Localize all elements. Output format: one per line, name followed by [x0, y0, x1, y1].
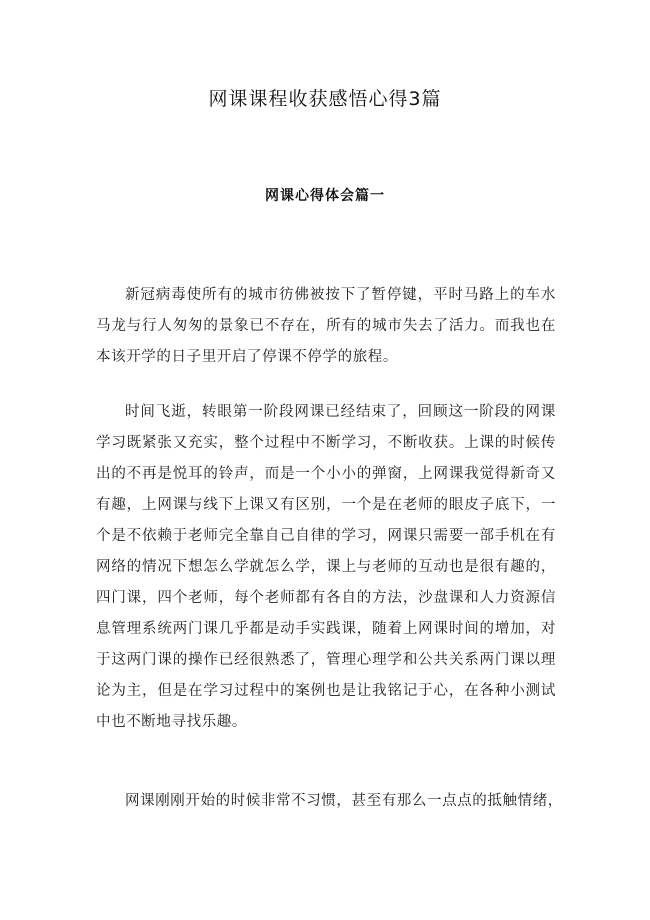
document-title: 网课课程收获感悟心得3篇: [208, 88, 442, 110]
paragraph-line: 时间飞逝，转眼第一阶段网课已经结束了，回顾这一阶段的网课: [125, 404, 556, 420]
paragraph-line: 新冠病毒使所有的城市彷佛被按下了暂停键，平时马路上的车水: [125, 287, 556, 303]
paragraph-line: 有趣，上网课与线下上课又有区别，一个是在老师的眼皮子底下，一: [96, 497, 556, 513]
paragraph-3: [96, 786, 563, 817]
section-heading: 网课心得体会篇一: [265, 188, 385, 204]
paragraph-line: 个是不依赖于老师完全靠自己自律的学习，网课只需要一部手机在有: [96, 528, 556, 544]
paragraph-line: 本该开学的日子里开启了停课不停学的旅程。: [96, 349, 398, 365]
paragraph-line: 马龙与行人匆匆的景象已不存在，所有的城市失去了活力。而我也在: [96, 318, 556, 334]
paragraph-line: 于这两门课的操作已经很熟悉了，管理心理学和公共关系两门课以理: [96, 652, 556, 668]
paragraph-line: 论为主，但是在学习过程中的案例也是让我铭记于心，在各种小测试: [96, 683, 556, 699]
paragraph-2: [96, 397, 556, 738]
paragraph-line: 出的不再是悦耳的铃声，而是一个小小的弹窗，上网课我觉得新奇又: [96, 466, 556, 482]
paragraph-1: [96, 280, 556, 373]
paragraph-line: 网课刚刚开始的时候非常不习惯，甚至有那么一点点的抵触情绪，: [125, 793, 563, 809]
paragraph-line: 四门课，四个老师，每个老师都有各自的方法，沙盘课和人力资源信: [96, 590, 556, 606]
paragraph-line: 息管理系统两门课几乎都是动手实践课，随着上网课时间的增加，对: [96, 621, 556, 637]
paragraph-line: 中也不断地寻找乐趣。: [96, 714, 247, 730]
paragraph-line: 网络的情况下想怎么学就怎么学，课上与老师的互动也是很有趣的，: [96, 559, 556, 575]
paragraph-line: 学习既紧张又充实，整个过程中不断学习，不断收获。上课的时候传: [96, 435, 556, 451]
